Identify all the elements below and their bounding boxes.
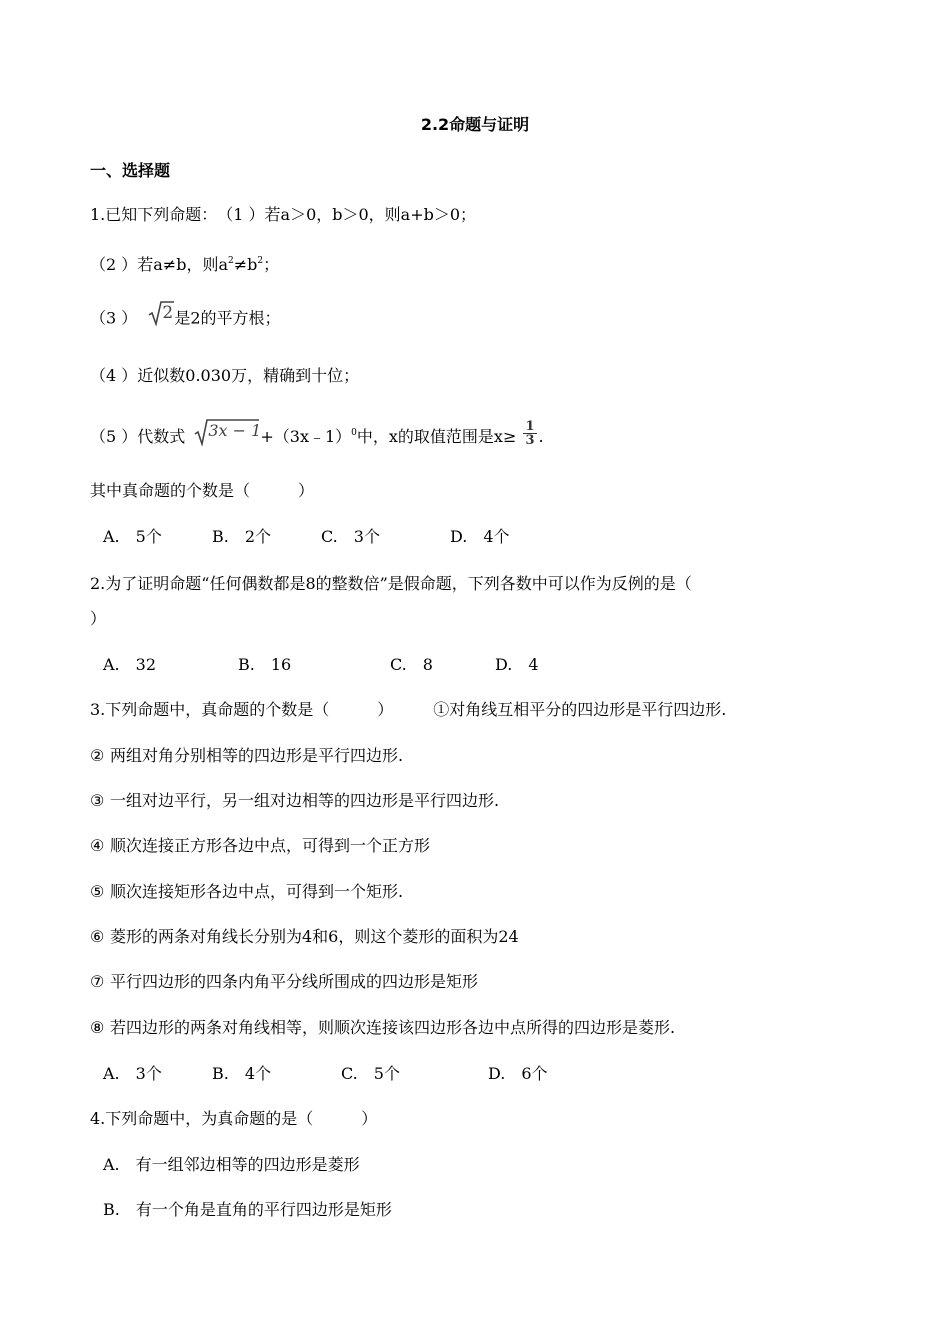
q1-option-a[interactable]: A. 5个: [103, 527, 162, 546]
q1-s2-mid: ≠b: [233, 255, 258, 274]
q1-option-c[interactable]: C. 3个: [321, 527, 380, 546]
q3-item-7: [90, 971, 478, 993]
q1-statement-3: [90, 303, 281, 332]
q1-s2-end: ；: [263, 255, 280, 274]
q3-stem: 3.下列命题中，真命题的个数是（ ） ①对角线互相平分的四边形是平行四边形.: [90, 700, 727, 719]
q3-item-mark: ⑥: [90, 927, 105, 946]
q1-statement-5: [90, 419, 544, 451]
q1-s5-prefix: （5 ）代数式: [90, 427, 186, 446]
q3-item-8: [90, 1017, 675, 1039]
q3-item-text: 若四边形的两条对角线相等，则顺次连接该四边形各边中点所得的四边形是菱形.: [110, 1018, 676, 1037]
q3-option-d[interactable]: D. 6个: [488, 1064, 548, 1083]
q3-item-mark: ④: [90, 836, 105, 855]
fraction-numerator: 1: [525, 419, 535, 434]
q1-option-d[interactable]: D. 4个: [450, 527, 510, 546]
sqrt-3x-minus-1-expression: [194, 420, 262, 451]
q3-item-6: [90, 926, 519, 948]
q3-item-text: 一组对边平行，另一组对边相等的四边形是平行四边形.: [110, 791, 500, 810]
q2-option-c[interactable]: C. 8: [390, 655, 433, 674]
q2-option-d[interactable]: D. 4: [495, 655, 539, 674]
q3-item-mark: ⑦: [90, 972, 105, 991]
q3-item-3: [90, 790, 499, 812]
q3-item-2: [90, 745, 403, 767]
q3-option-b[interactable]: B. 4个: [212, 1064, 272, 1083]
q3-item-mark: ③: [90, 791, 105, 810]
q1-s2-sup-b: 2: [257, 256, 264, 266]
q3-item-text: 顺次连接正方形各边中点，可得到一个正方形: [110, 836, 431, 855]
q1-s5-end: .: [538, 427, 544, 446]
q2-stem-cont: ）: [90, 609, 107, 628]
q2-option-a[interactable]: A. 32: [103, 655, 157, 674]
sqrt-2-expression: [148, 303, 174, 332]
q4-option-b[interactable]: B. 有一个角是直角的平行四边形是矩形: [103, 1200, 392, 1219]
q3-item-text: 两组对角分别相等的四边形是平行四边形.: [110, 746, 404, 765]
q3-item-mark: ⑤: [90, 882, 105, 901]
q1-statement-4: （4 ）近似数0.030万，精确到十位；: [90, 366, 360, 385]
q3-item-4: [90, 835, 430, 857]
q4-option-a[interactable]: A. 有一组邻边相等的四边形是菱形: [103, 1155, 360, 1174]
q3-option-a[interactable]: A. 3个: [103, 1064, 162, 1083]
q3-item-text: 菱形的两条对角线长分别为4和6，则这个菱形的面积为24: [110, 927, 519, 946]
q3-item-mark: ②: [90, 746, 105, 765]
q1-s5-sup: 0: [351, 428, 357, 438]
fraction-denominator: 3: [525, 433, 535, 448]
page-title: 2.2命题与证明: [420, 115, 530, 134]
sqrt-radicand: 3x − 1: [208, 420, 262, 440]
q3-item-5: [90, 881, 403, 903]
sqrt-2-radicand: 2: [162, 303, 174, 323]
section-heading: 一、选择题: [90, 161, 171, 180]
q3-option-c[interactable]: C. 5个: [341, 1064, 400, 1083]
q1-s5-mid: +（3x﹣1）: [260, 427, 352, 446]
q3-item-text: 顺次连接矩形各边中点，可得到一个矩形.: [110, 882, 404, 901]
q3-item-mark: ⑧: [90, 1018, 105, 1037]
q1-option-b[interactable]: B. 2个: [212, 527, 272, 546]
q1-s3-prefix: （3 ）: [90, 308, 138, 328]
q1-statement-2: [90, 250, 279, 276]
q1-s3-suffix: 是2的平方根；: [174, 308, 281, 328]
q1-question: 其中真命题的个数是（ ）: [90, 481, 315, 500]
q1-s2-prefix: （2 ）若a≠b，则a: [90, 255, 228, 274]
fraction-one-third: [523, 420, 536, 447]
q1-s2-sup-a: 2: [228, 256, 234, 266]
q3-item-text: 平行四边形的四条内角平分线所围成的四边形是矩形: [110, 972, 479, 991]
q1-s5-after: 中，x的取值范围是x≥: [356, 427, 517, 446]
q2-stem: 2.为了证明命题“任何偶数都是8的整数倍”是假命题，下列各数中可以作为反例的是（: [90, 574, 692, 593]
q4-stem: 4.下列命题中，为真命题的是（ ）: [90, 1109, 378, 1128]
q1-stem: 1.已知下列命题： （1 ）若a＞0，b＞0，则a+b＞0；: [90, 205, 477, 224]
q2-option-b[interactable]: B. 16: [238, 655, 292, 674]
